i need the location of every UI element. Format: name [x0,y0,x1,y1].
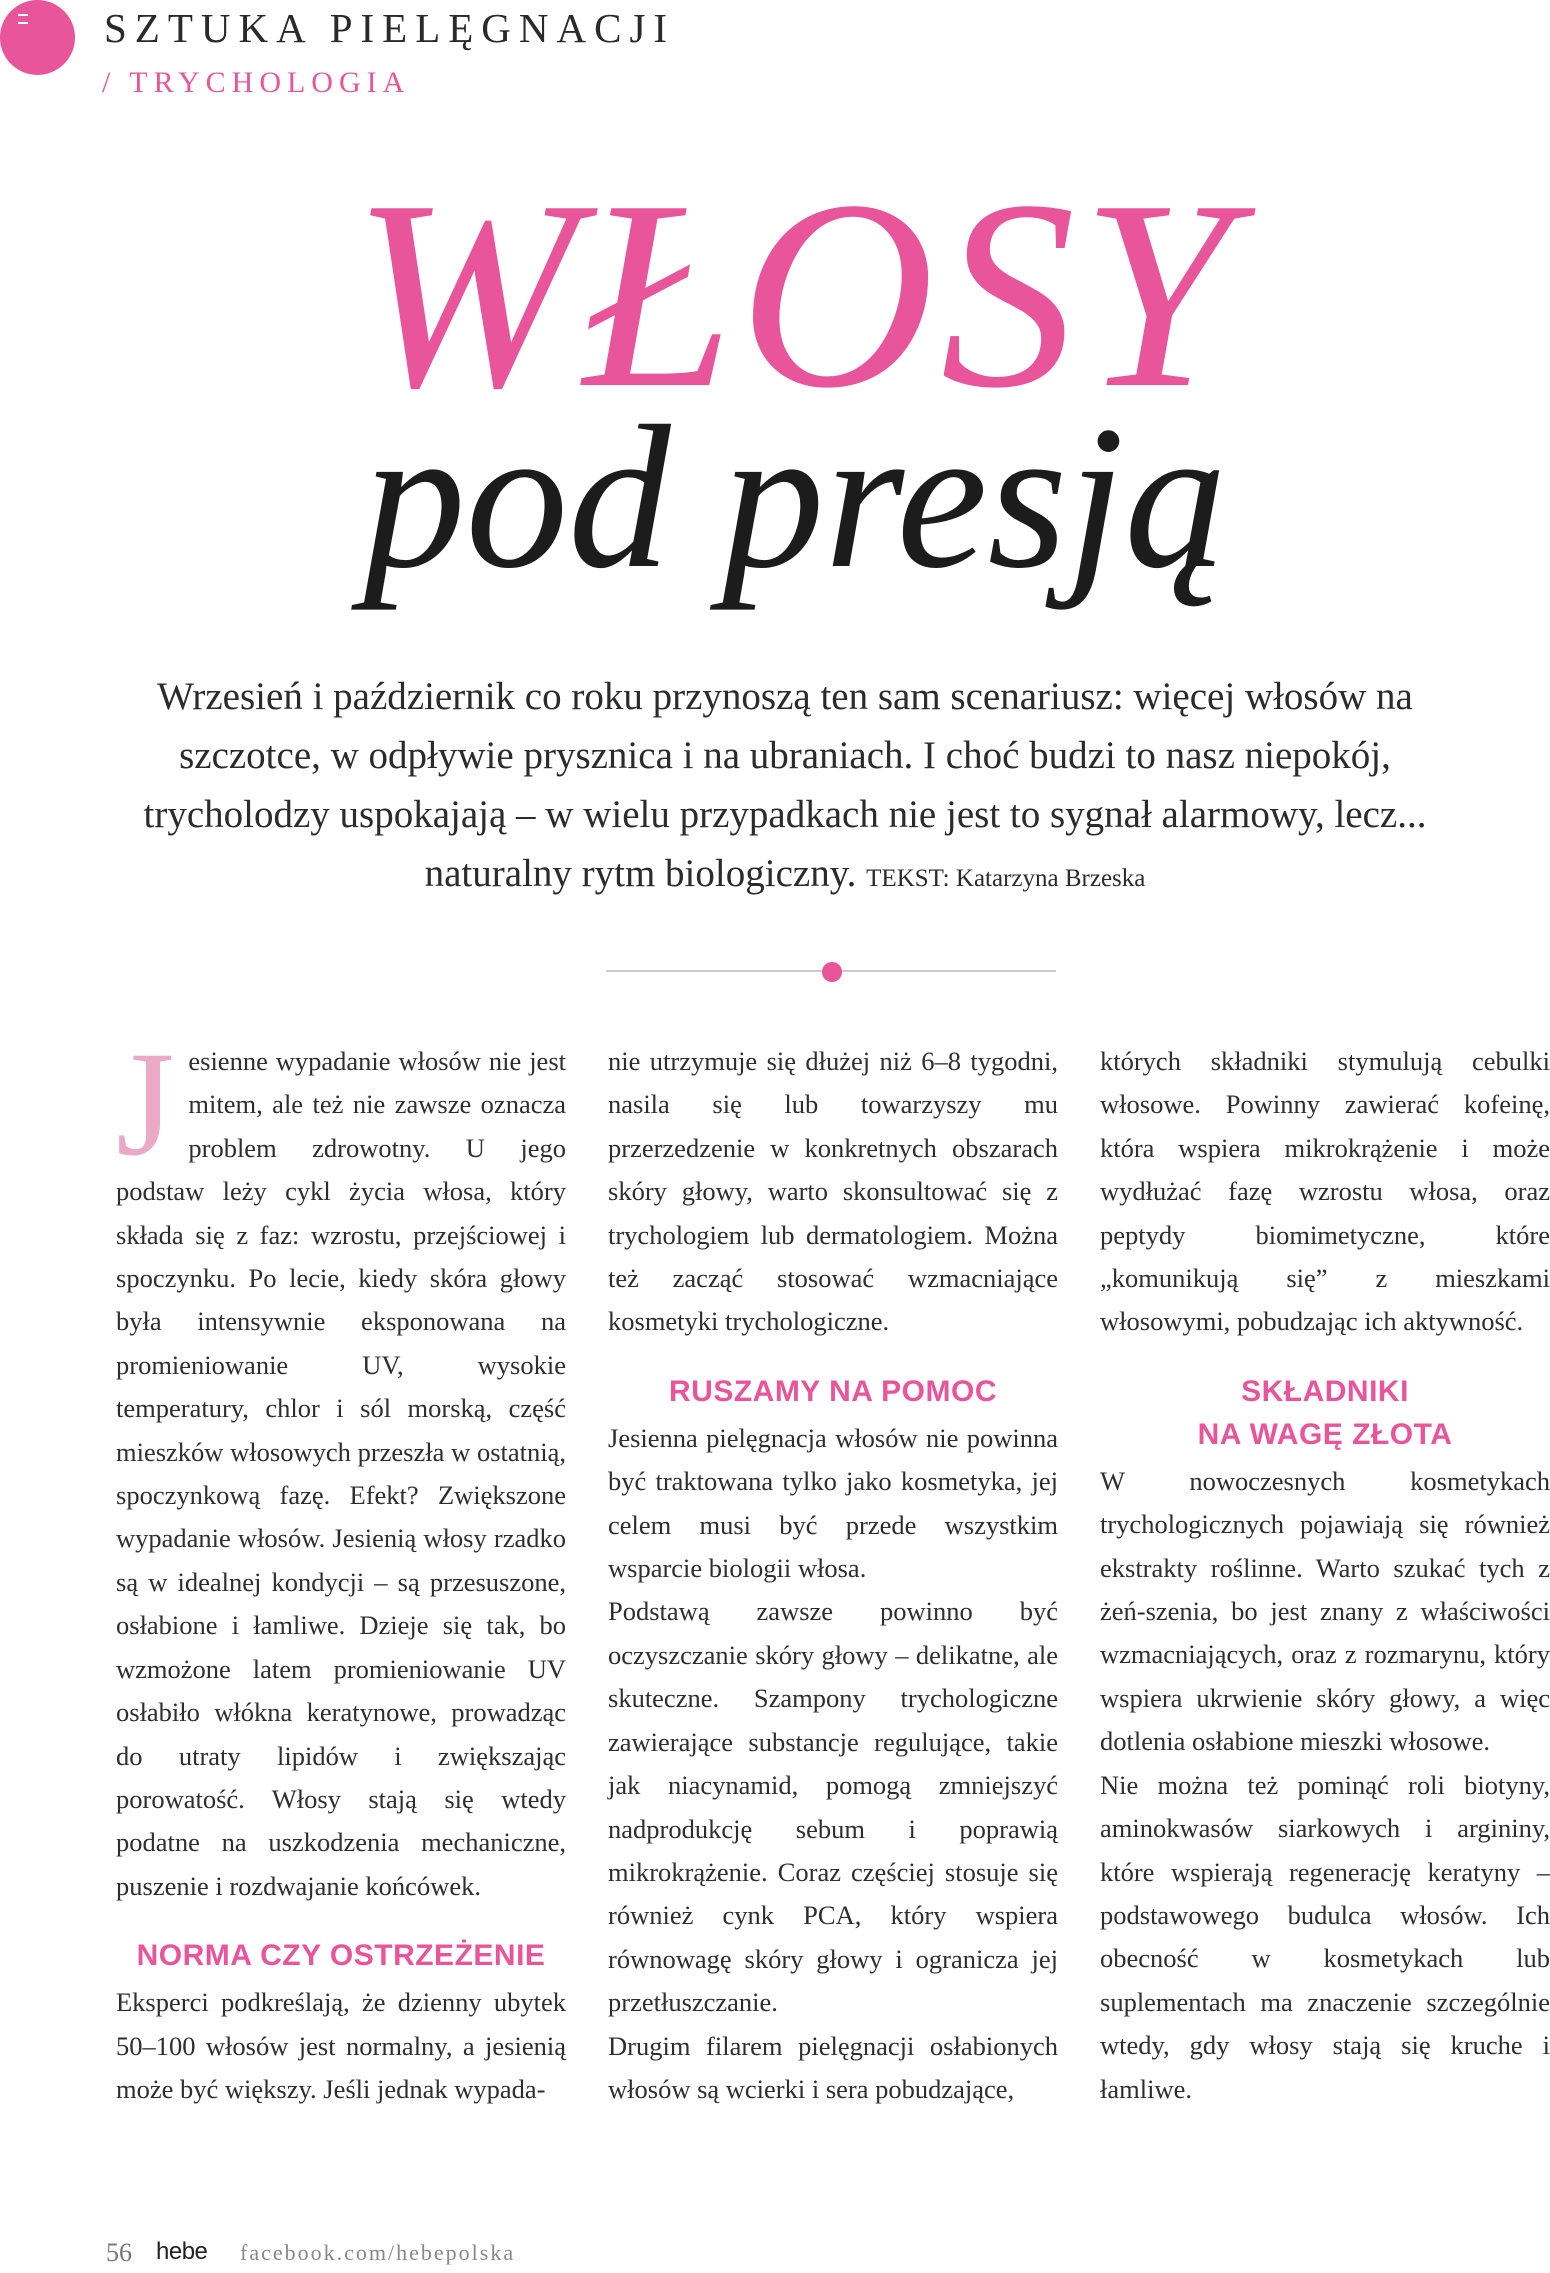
paragraph-skladniki-2: Nie można też pominąć roli biotyny, aminokwasów siarkowych i argininy, które wspierają regenerację keratyny – podstawowego budulca włosów. Ich obecność w kosmetykach lub suplementach ma znaczenie szczególnie wtedy, gdy włosy stają się kruche i łamliwe. [1100,1769,1550,2104]
lead-paragraph [120,667,1450,908]
subheading-pomoc: RUSZAMY NA POMOC [668,1374,997,1408]
subheading-skladniki-line2: NA WAGĘ ZŁOTA [1197,1417,1453,1451]
article-column-3 [1100,1040,1550,2111]
intro-paragraph [116,1021,566,1908]
article-column-2 [608,1040,1058,2111]
paragraph-norma-end: nie utrzymuje się dłużej niż 6–8 tygodni, nasila się lub towarzyszy mu przerzedzenie w konkretnych obszarach skóry głowy, warto skonsultować się z trychologiem lub dermatologiem. Można też zacząć stosować wzmacniające kosmetyki trychologiczne. [608,1046,1058,1337]
article-column-1 [116,1021,566,2111]
paragraph-skladniki-1: W nowoczesnych kosmetykach trychologicznych pojawiają się również ekstrakty roślinne. Warto szukać tych z żeń-szenia, bo jest znany z właściwości wzmacniających, oraz z rozmarynu, który wspiera ukrwienie skóry głowy, a więc dotlenia osłabione mieszki włosowe. [1100,1465,1550,1757]
drop-cap: J [116,1021,175,1187]
subsection-title: / TRYCHOLOGIA [102,66,411,99]
lead-text: Wrzesień i październik co roku przynoszą ten sam scenariusz: więcej włosów na szczotce, w odpływie prysznica i na ubraniach. I choć budzi to nasz niepokój, trycholodzy uspokajają – w wielu przypadkach nie jest to sygnał alarmowy, lecz... naturalny rytm biologiczny. [143,675,1427,895]
author-credit [866,865,1145,892]
intro-text: esienne wypadanie włosów nie jest mitem, ale też nie zawsze oznacza problem zdrowotny. U jego podstaw leży cykl życia włosa, który składa się z faz: wzrostu, przejściowej i spoczynku. Po lecie, kiedy skóra głowy była intensywnie eksponowana na promieniowanie UV, wysokie temperatury, chlor i sól morską, część mieszków włosowych przeszła w ostatnią, spoczynkową fazę. Efekt? Zwiększone wypadanie włosów. Jesienią włosy rzadko są w idealnej kondycji – są przesuszone, osłabione i łamliwe. Dzieje się tak, bo wzmożone latem promieniowanie UV osłabiło włókna keratynowe, prowadząc do utraty lipidów i zwiększając porowatość. Włosy stają się wtedy podatne na uszkodzenia mechaniczne, puszenie i rozdwajanie końcówek. [116,1046,566,1901]
subheading-skladniki-line1: SKŁADNIKI [1241,1374,1409,1408]
credit-author: Katarzyna Brzeska [955,865,1146,892]
divider-dot [822,962,842,982]
paragraph-pomoc-1: Jesienna pielęgnacja włosów nie powinna być traktowana tylko jako kosmetyka, jej celem musi być przede wszystkim wsparcie biologii włosa. [608,1422,1058,1584]
social-link[interactable]: facebook.com/hebepolska [240,2240,516,2265]
brand-logo: hebe [156,2238,208,2265]
section-tag-circle [0,0,75,75]
paragraph-pomoc-3-end: których składniki stymulują cebulki włosowe. Powinny zawierać kofeinę, która wspiera mikrokrążenie i może wydłużać fazę wzrostu włosa, oraz peptydy biomimetyczne, które „komunikują się” z mieszkami włosowymi, pobudzając ich aktywność. [1100,1046,1550,1337]
headline-main: WŁOSY [352,145,1238,444]
subheading-norma: NORMA CZY OSTRZEŻENIE [136,1939,546,1973]
paragraph-pomoc-3-start: Drugim filarem pielęgnacji osłabionych włosów są wcierki i sera pobudzające, [608,2030,1058,2104]
page-number: 56 [106,2238,132,2267]
menu-icon [18,14,28,24]
credit-label: TEKST: [866,865,950,892]
section-title: SZTUKA PIELĘGNACJI [104,5,676,51]
subheading-skladniki [1100,1370,1550,1456]
headline-sub: pod presją [363,384,1227,611]
paragraph-norma-start: Eksperci podkreślają, że dzienny ubytek 50–100 włosów jest normalny, a jesienią może być większy. Jeśli jednak wypada- [116,1987,566,2104]
paragraph-pomoc-2: Podstawą zawsze powinno być oczyszczanie skóry głowy – delikatne, ale skuteczne. Szampony trychologiczne zawierające substancje regulujące, takie jak niacynamid, pomogą zmniejszyć nadprodukcję sebum i poprawią mikrokrążenie. Coraz częściej stosuje się również cynk PCA, który wspiera równowagę skóry głowy i ogranicza jej przetłuszczanie. [608,1596,1058,2018]
